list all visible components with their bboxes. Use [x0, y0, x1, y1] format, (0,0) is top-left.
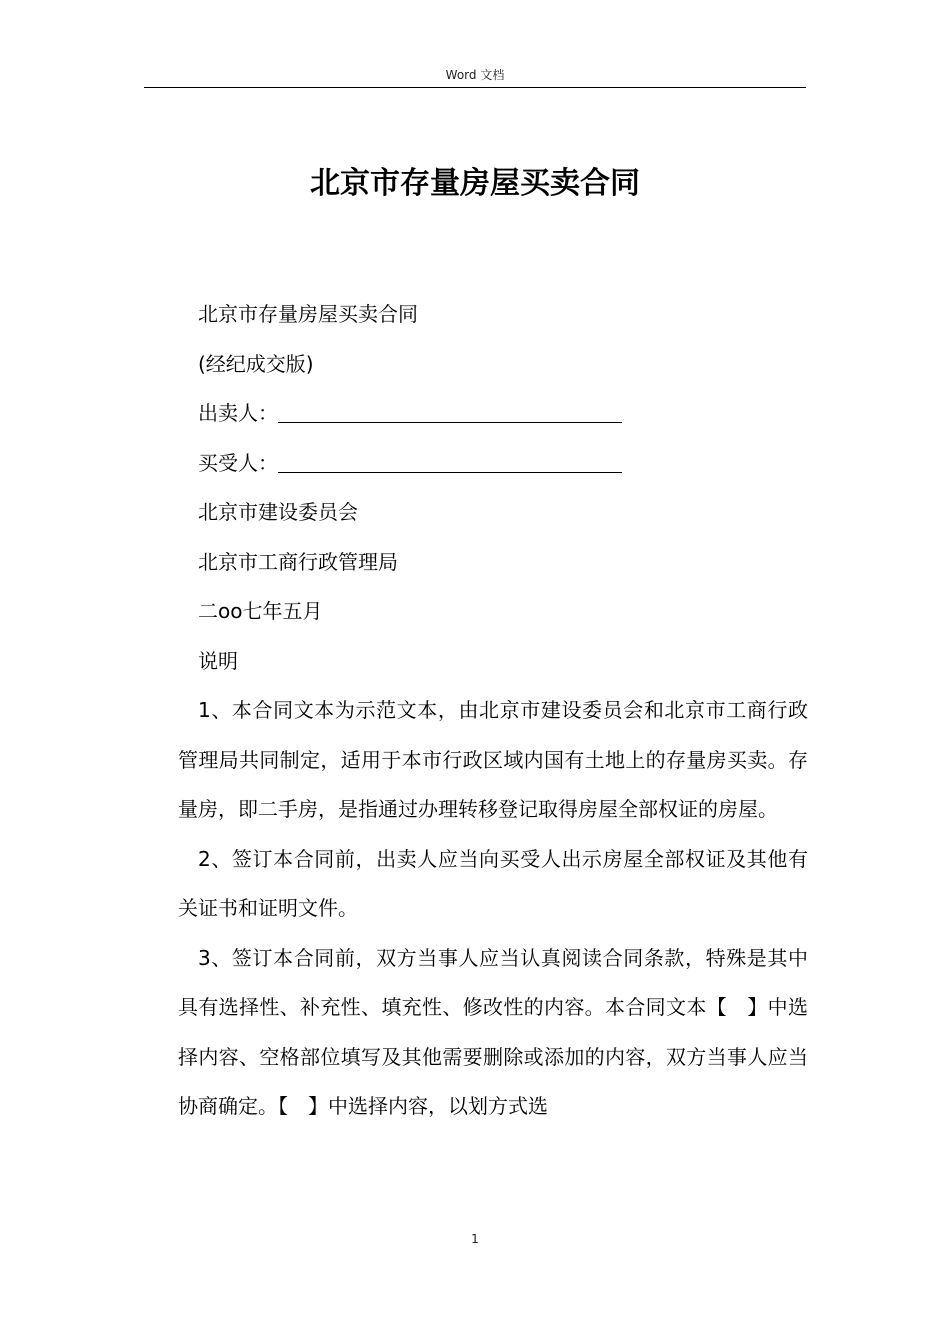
issuer-line-2: 北京市工商行政管理局 [198, 549, 398, 574]
issuer-line-1: 北京市建设委员会 [198, 500, 358, 524]
subtitle-line: 北京市存量房屋买卖合同 [198, 302, 418, 326]
buyer-label: 买受人： [198, 450, 278, 475]
document-body [178, 290, 808, 1132]
seller-blank-underline [278, 403, 622, 423]
document-title: 北京市存量房屋买卖合同 [310, 166, 640, 201]
explanation-heading: 说明 [198, 648, 238, 673]
seller-label: 出卖人： [198, 401, 278, 425]
header-divider [144, 87, 806, 88]
seller-line [178, 389, 808, 439]
paragraph-3: 3、签订本合同前，双方当事人应当认真阅读合同条款，特殊是其中具有选择性、补充性、填充性、修改性的内容。本合同文本【 】中选择内容、空格部位填写及其他需要删除或添加的内容，双方当事人应当协商确定。【 】中选择内容，以划方式选 [178, 945, 808, 1118]
paragraph-2: 2、签订本合同前，出卖人应当向买受人出示房屋全部权证及其他有关证书和证明文件。 [178, 846, 808, 920]
buyer-line [178, 439, 808, 489]
buyer-blank-underline [278, 453, 622, 473]
edition-line: (经纪成交版) [198, 351, 314, 376]
paragraph-1: 1、本合同文本为示范文本，由北京市建设委员会和北京市工商行政管理局共同制定，适用于本市行政区域内国有土地上的存量房买卖。存量房，即二手房，是指通过办理转移登记取得房屋全部权证的房屋。 [178, 698, 808, 821]
page-header: Word 文档 [445, 68, 505, 82]
date-line: 二oo七年五月 [198, 599, 323, 623]
page-number: 1 [471, 1232, 479, 1246]
